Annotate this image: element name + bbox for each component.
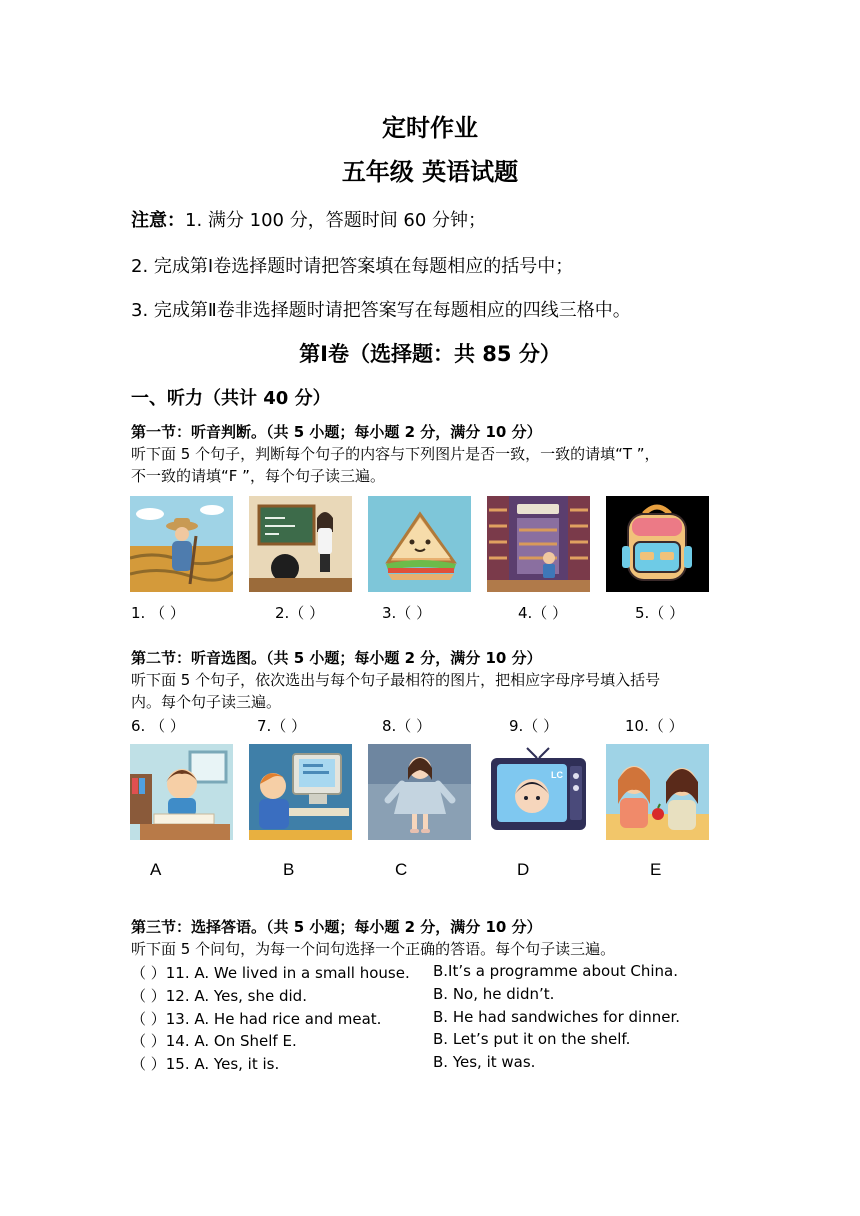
subsection-1-title: 第一节：听音判断。（共 5 小题；每小题 2 分，满分 10 分） [131, 423, 542, 441]
subsection-3-title: 第三节：选择答语。（共 5 小题；每小题 2 分，满分 10 分） [131, 918, 542, 936]
question-14-option-a[interactable]: （ ）14. A. On Shelf E. [131, 1032, 297, 1050]
question-11-option-a[interactable]: （ ）11. A. We lived in a small house. [131, 964, 410, 982]
question-14-option-b[interactable]: B. Let’s put it on the shelf. [433, 1030, 631, 1048]
question-13-option-b[interactable]: B. He had sandwiches for dinner. [433, 1008, 681, 1026]
tv-girl-picture [487, 744, 590, 840]
answer-blank-9[interactable]: 9.（ ） [509, 717, 559, 735]
option-letter-a: A [150, 860, 162, 879]
note-text-1: 1. 满分 100 分，答题时间 60 分钟； [185, 210, 487, 231]
subsection-1-instruction-2: 不一致的请填“F ”，每个句子读三遍。 [131, 467, 385, 485]
note-label: 注意： [131, 210, 185, 231]
listening-section-title: 一、听力（共计 40 分） [131, 388, 331, 409]
question-13-option-a[interactable]: （ ）13. A. He had rice and meat. [131, 1010, 382, 1028]
classroom-picture [249, 496, 352, 592]
tv-channel-label: LC [551, 770, 563, 780]
question-15-option-a[interactable]: （ ）15. A. Yes, it is. [131, 1055, 280, 1073]
exam-subtitle: 五年级 英语试题 [341, 158, 519, 186]
answer-blank-10[interactable]: 10.（ ） [625, 717, 684, 735]
question-12-option-b[interactable]: B. No, he didn’t. [433, 985, 555, 1003]
subsection-3-instruction: 听下面 5 个问句，为每一个问句选择一个正确的答语。每个句子读三遍。 [131, 940, 616, 958]
girls-apple-picture [606, 744, 709, 840]
option-letter-e: E [650, 860, 662, 879]
library-picture [487, 496, 590, 592]
answer-blank-2[interactable]: 2.（ ） [275, 604, 325, 622]
page-title: 定时作业 [382, 114, 478, 142]
boy-reading-picture [130, 744, 233, 840]
subsection-1-instruction-1: 听下面 5 个句子，判断每个句子的内容与下列图片是否一致，一致的请填“T ”， [131, 445, 660, 463]
farmer-picture [130, 496, 233, 592]
question-11-option-b[interactable]: B.It’s a programme about China. [433, 962, 678, 980]
option-letter-b: B [283, 860, 295, 879]
answer-blank-3[interactable]: 3.（ ） [382, 604, 432, 622]
option-letter-c: C [395, 860, 408, 879]
backpack-picture [606, 496, 709, 592]
note-line-1 [131, 206, 486, 232]
question-12-option-a[interactable]: （ ）12. A. Yes, she did. [131, 987, 307, 1005]
part-one-title: 第Ⅰ卷（选择题：共 85 分） [299, 342, 561, 366]
option-letter-d: D [517, 860, 530, 879]
subsection-2-title: 第二节：听音选图。（共 5 小题；每小题 2 分，满分 10 分） [131, 649, 542, 667]
note-line-3: 3. 完成第Ⅱ卷非选择题时请把答案写在每题相应的四线三格中。 [131, 300, 631, 321]
question-15-option-b[interactable]: B. Yes, it was. [433, 1053, 536, 1071]
note-line-2: 2. 完成第Ⅰ卷选择题时请把答案填在每题相应的括号中； [131, 256, 574, 277]
computer-kid-picture [249, 744, 352, 840]
sandwich-picture [368, 496, 471, 592]
subsection-2-instruction-1: 听下面 5 个句子，依次选出与每个句子最相符的图片，把相应字母序号填入括号 [131, 671, 661, 689]
answer-blank-8[interactable]: 8.（ ） [382, 717, 432, 735]
answer-blank-5[interactable]: 5.（ ） [635, 604, 685, 622]
answer-blank-7[interactable]: 7.（ ） [257, 717, 307, 735]
answer-blank-1[interactable]: 1. （ ） [131, 604, 185, 622]
subsection-2-instruction-2: 内。每个句子读三遍。 [131, 693, 282, 711]
girl-sweater-picture [368, 744, 471, 840]
answer-blank-4[interactable]: 4.（ ） [518, 604, 568, 622]
answer-blank-6[interactable]: 6. （ ） [131, 717, 185, 735]
